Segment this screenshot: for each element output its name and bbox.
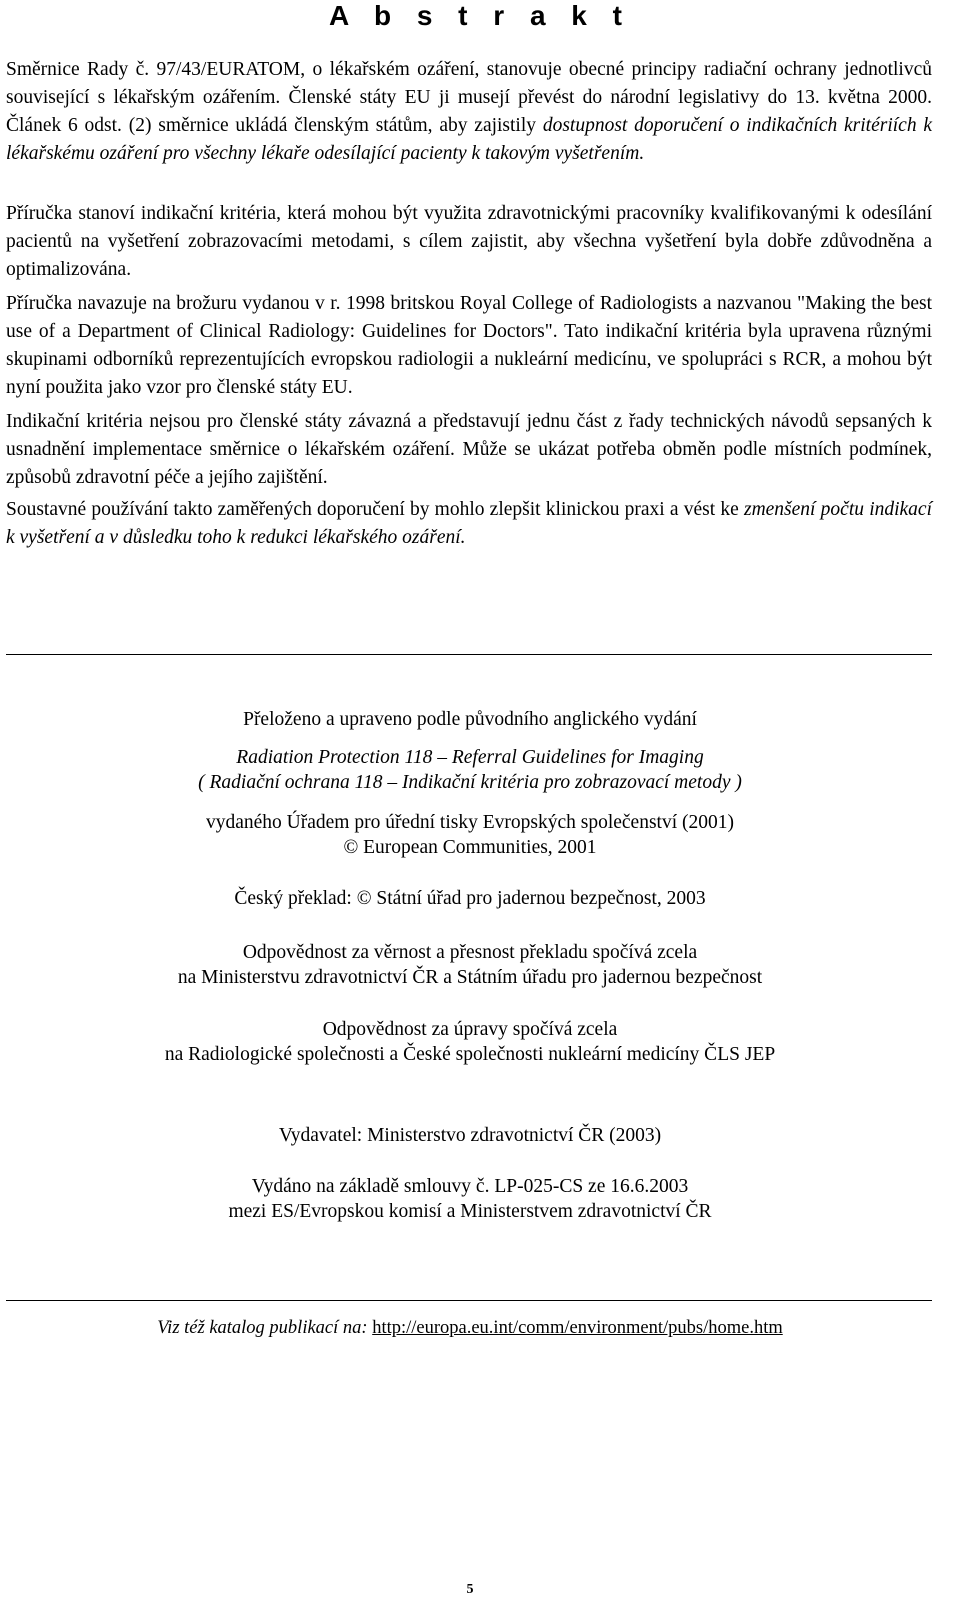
responsibility-1-line-b: na Ministerstvu zdravotnictví ČR a Státním úřadu pro jadernou bezpečnost — [177, 967, 763, 988]
abstract-paragraph-2: Příručka stanoví indikační kritéria, která mohou být využita zdravotnickými pracovníky kvalifikovanými k odesílání pacientů na vyšetření zobrazovacími metodami, s cílem zajistit, aby všechna vyšetření byla dobře zdůvodněna a optimalizována. — [6, 203, 932, 280]
publications-url-link[interactable]: http://europa.eu.int/comm/environment/pubs/home.htm — [372, 1318, 783, 1338]
translation-note: Přeloženo a upraveno podle původního anglického vydání — [243, 709, 697, 730]
responsibility-2-line-b: na Radiologické společnosti a České společnosti nukleární medicíny ČLS JEP — [164, 1044, 776, 1065]
responsibility-1-line-a: Odpovědnost za věrnost a přesnost překladu spočívá zcela — [242, 942, 698, 963]
czech-title: ( Radiační ochrana 118 – Indikační kritéria pro zobrazovací metody ) — [198, 772, 742, 793]
paragraph-1-italic: dostupnost doporučení o indikačních kritériích k lékařskému ozáření pro všechny lékaře odesílající pacienty k takovým vyšetřením. — [6, 115, 933, 164]
footer-divider — [6, 1300, 932, 1301]
czech-translation-line: Český překlad: © Státní úřad pro jadernou bezpečnost, 2003 — [234, 888, 706, 909]
responsibility-block-1 — [0, 940, 940, 990]
original-title: Radiation Protection 118 – Referral Guidelines for Imaging — [236, 747, 704, 768]
page-number: 5 — [466, 1582, 474, 1597]
contract-block — [0, 1174, 940, 1224]
publisher-line: vydaného Úřadem pro úřední tisky Evropských společenství (2001) — [205, 812, 734, 833]
publisher-block — [0, 810, 940, 860]
paragraph-5-italic: zmenšení počtu indikací k vyšetření a v důsledku toho k redukci lékařského ozáření. — [6, 499, 933, 548]
responsibility-block-2 — [0, 1017, 940, 1067]
issuer-line: Vydavatel: Ministerstvo zdravotnictví ČR (2003) — [278, 1125, 662, 1146]
abstract-paragraph-1 — [6, 56, 932, 168]
responsibility-2-line-a: Odpovědnost za úpravy spočívá zcela — [322, 1019, 618, 1040]
original-title-block — [0, 745, 940, 795]
paragraph-1-text: Směrnice Rady č. 97/43/EURATOM, o lékařském ozáření, stanovuje obecné principy radiační ochrany jednotlivců související s lékařským ozářením. Členské státy EU ji musejí převést do národní legislativy do 13. května 2000. Článek 6 odst. (2) směrnice ukládá členským státům, aby zajistily — [6, 59, 932, 136]
abstract-paragraph-5 — [6, 496, 932, 552]
abstract-paragraph-3: Příručka navazuje na brožuru vydanou v r. 1998 britskou Royal College of Radiologists a nazvanou "Making the best use of a Department of Clinical Radiology: Guidelines for Doctors". Tato indikační kritéria byla upravena různými skupinami odborníků reprezentujících evropskou radiologii a nukleární medicínu, ve spolupráci s RCR, a mohou být nyní použita jako vzor pro členské státy EU. — [6, 293, 932, 398]
paragraph-5-text: Soustavné používání takto zaměřených doporučení by mohlo zlepšit klinickou praxi a vést ke — [6, 499, 739, 520]
footer-see-also — [0, 1316, 940, 1341]
page-title: A b s t r a k t — [328, 0, 631, 31]
abstract-paragraph-4: Indikační kritéria nejsou pro členské státy závazná a představují jednu část z řady technických návodů sepsaných k usnadnění implementace směrnice o lékařském ozáření. Může se ukázat potřeba obměn podle místních podmínek, způsobů zdravotní péče a jejího zajištění. — [6, 411, 932, 488]
copyright-line: © European Communities, 2001 — [343, 837, 597, 858]
contract-line-b: mezi ES/Evropskou komisí a Ministerstvem zdravotnictví ČR — [228, 1201, 712, 1222]
section-divider — [6, 654, 932, 655]
contract-line-a: Vydáno na základě smlouvy č. LP-025-CS ze 16.6.2003 — [251, 1176, 689, 1197]
see-also-label: Viz též katalog publikací na: — [157, 1318, 368, 1338]
